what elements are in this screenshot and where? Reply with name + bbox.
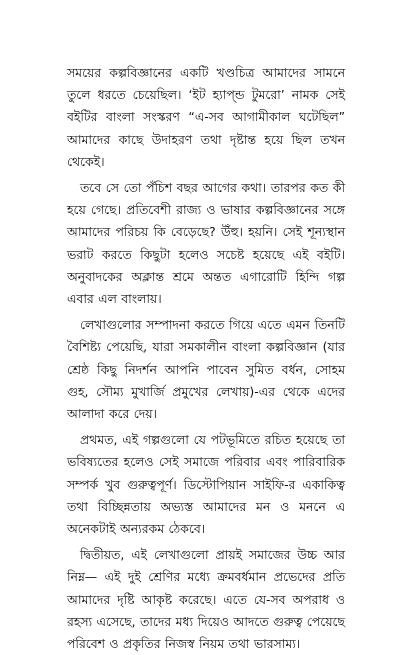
paragraph-3: লেখাগুলোর সম্পাদনা করতে গিয়ে এতে এমন তিনটি বৈশিষ্ট্য পেয়েছি, যারা সমকালীন বাংলা কল্পবিজ্ঞান (যার শ্রেষ্ঠ কিছু নিদর্শন আপনি পাবেন সুমিত বর্ধন, সোহম গুহ, সৌম্য মুখার্জি প্রমুখের লেখায়)-এর থেকে এদের আলাদা করে দেয়। — [67, 317, 345, 422]
paragraph-5: দ্বিতীয়ত, এই লেখাগুলো প্রায়ই সমাজের উচ্চ আর নিম্ন— এই দুই শ্রেণির মধ্যে ক্রমবর্ধমান প্রভেদের প্রতি আমাদের দৃষ্টি আকৃষ্ট করেছে। এতে যে-সব অপরাধ ও রহস্য এসেছে, তাদের মধ্য দিয়েও আদতে গুরুত্ব পেয়েছে পরিবেশ ও প্রকৃতির নিজস্ব নিয়ম তথা ভারসাম্য। — [67, 547, 346, 652]
paragraph-1: সময়ের কল্পবিজ্ঞানের একটি খণ্ডচিত্র আমাদের সামনে তুলে ধরতে চেয়েছিল। ‘ইট হ্যাপ্‌ন্ড টুমরো’ নামক সেই বইটির বাংলা সংস্করণ “এ-সব আগামীকাল ঘটেছিল” আমাদের কাছে উদাহরণ তথা দৃষ্টান্ত হয়ে ছিল তখন থেকেই। — [67, 65, 345, 169]
paragraph-2: তবে সে তো পঁচিশ বছর আগের কথা। তারপর কত কী হয়ে গেছে। প্রতিবেশী রাজ্য ও ভাষার কল্পবিজ্ঞানের সঙ্গে আমাদের পরিচয় কি বেড়েছে? উঁহু। হয়নি। সেই শূন্যস্থান ভরাট করতে কিছুটা হলেও সচেষ্ট হয়েছে এই বইটি। অনুবাদকের অক্লান্ত শ্রমে অন্তত এগারোটি হিন্দি গল্প এবার এল বাংলায়। — [67, 180, 345, 307]
paragraph-4: প্রথমত, এই গল্পগুলো যে পটভূমিতে রচিত হয়েছে তা ভবিষ্যতের হলেও সেই সমাজে পরিবার এবং পারিবারিক সম্পর্ক খুব গুরুত্বপূর্ণ। ডিস্টোপিয়ান সাইফি-র একাকিত্ব তথা বিচ্ছিন্নতায় অভ্যস্ত আমাদের মন ও মননে এ অনেকটাই অন্যরকম ঠেকবে। — [67, 432, 345, 537]
